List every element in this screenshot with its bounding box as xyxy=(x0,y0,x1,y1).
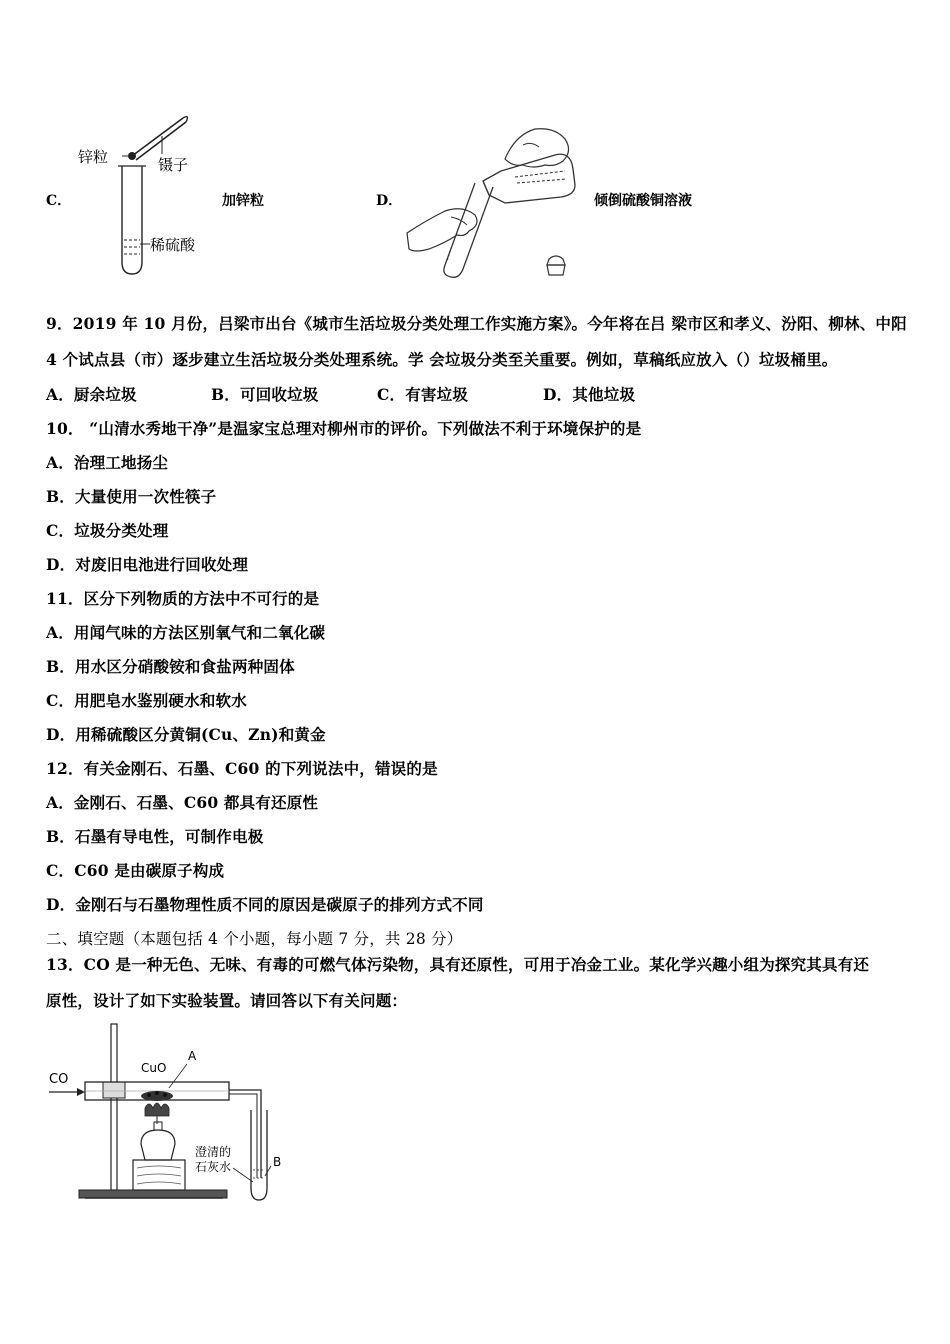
arrow-right-icon xyxy=(77,1088,85,1096)
q9-option-d: D．其他垃圾 xyxy=(543,385,636,404)
test-tube-icon xyxy=(251,1110,267,1200)
stopper-icon xyxy=(547,256,565,275)
tweezers-icon xyxy=(132,117,187,160)
q10-option-b: B．大量使用一次性筷子 xyxy=(46,487,217,506)
test-tube-icon xyxy=(444,183,493,277)
option-d-letter: D． xyxy=(376,193,403,209)
option-c-caption: 加锌粒 xyxy=(222,193,264,209)
q12-option-a: A．金刚石、石墨、C60 都具有还原性 xyxy=(46,793,319,812)
q9-option-a: A．厨余垃圾 xyxy=(46,385,137,404)
q10-option-c: C．垃圾分类处理 xyxy=(46,521,169,540)
co-label: CO xyxy=(49,1072,69,1087)
q13-stem-line2: 原性，设计了如下实验装置。请回答以下有关问题： xyxy=(46,991,408,1010)
option-c-letter: C． xyxy=(46,193,72,209)
hand-icon xyxy=(407,209,477,251)
hand-icon xyxy=(505,129,569,167)
q10-option-a: A．治理工地扬尘 xyxy=(46,453,169,472)
q9-stem-line2: 4 个试点县（市）逐步建立生活垃圾分类处理系统。学 会垃圾分类至关重要。例如，草稿纸应放入（）垃圾桶里。 xyxy=(46,350,838,369)
limewater-label-line2: 石灰水 xyxy=(195,1160,232,1174)
label-b: B xyxy=(273,1155,282,1169)
q12-option-c: C．C60 是由碳原子构成 xyxy=(46,861,225,880)
q12-option-b: B．石墨有导电性，可制作电极 xyxy=(46,827,264,846)
figure-co-apparatus xyxy=(45,1020,295,1205)
option-d-caption: 倾倒硫酸铜溶液 xyxy=(594,193,692,209)
section-heading: 二、填空题（本题包括 4 个小题，每小题 7 分，共 28 分） xyxy=(46,930,463,948)
alcohol-lamp-icon xyxy=(141,1122,175,1160)
q13-stem-line1: 13．CO 是一种无色、无味、有毒的可燃气体污染物，具有还原性，可用于冶金工业。某化学兴趣小组为探究其具有还 xyxy=(46,955,870,974)
wooden-block-icon xyxy=(133,1160,185,1190)
q9-option-c: C．有害垃圾 xyxy=(377,385,469,404)
q12-option-d: D．金刚石与石墨物理性质不同的原因是碳原子的排列方式不同 xyxy=(46,895,484,914)
label-a: A xyxy=(188,1049,197,1063)
figure-add-zinc xyxy=(70,110,215,280)
tweezers-label: 镊子 xyxy=(158,156,189,174)
q11-option-b: B．用水区分硝酸铵和食盐两种固体 xyxy=(46,657,295,676)
zinc-label: 锌粒 xyxy=(78,148,109,166)
q11-option-a: A．用闻气味的方法区别氧气和二氧化碳 xyxy=(46,623,326,642)
q9-option-b: B．可回收垃圾 xyxy=(211,385,319,404)
cuo-powder-icon xyxy=(141,1091,173,1101)
figure-pour-copper-sulfate xyxy=(405,125,585,280)
q11-option-c: C．用肥皂水鉴别硬水和软水 xyxy=(46,691,247,710)
cuo-label: CuO xyxy=(141,1061,167,1075)
q11-stem: 11．区分下列物质的方法中不可行的是 xyxy=(46,589,320,608)
q12-stem: 12．有关金刚石、石墨、C60 的下列说法中，错误的是 xyxy=(46,759,438,778)
test-tube-icon xyxy=(118,166,146,274)
limewater-label-line1: 澄清的 xyxy=(195,1145,232,1159)
flame-icon xyxy=(145,1103,169,1124)
q11-option-d: D．用稀硫酸区分黄铜(Cu、Zn)和黄金 xyxy=(46,725,326,744)
zinc-granule-icon xyxy=(128,152,136,160)
q9-stem-line1: 9．2019 年 10 月份，吕梁市出台《城市生活垃圾分类处理工作实施方案》。今年将在吕 梁市区和孝义、汾阳、柳林、中阳 xyxy=(46,314,907,333)
dilute-acid-label: 稀硫酸 xyxy=(150,236,196,254)
q10-option-d: D．对废旧电池进行回收处理 xyxy=(46,555,249,574)
q10-stem: 10． “山清水秀地干净”是温家宝总理对柳州市的评价。下列做法不利于环境保护的是 xyxy=(46,419,642,438)
